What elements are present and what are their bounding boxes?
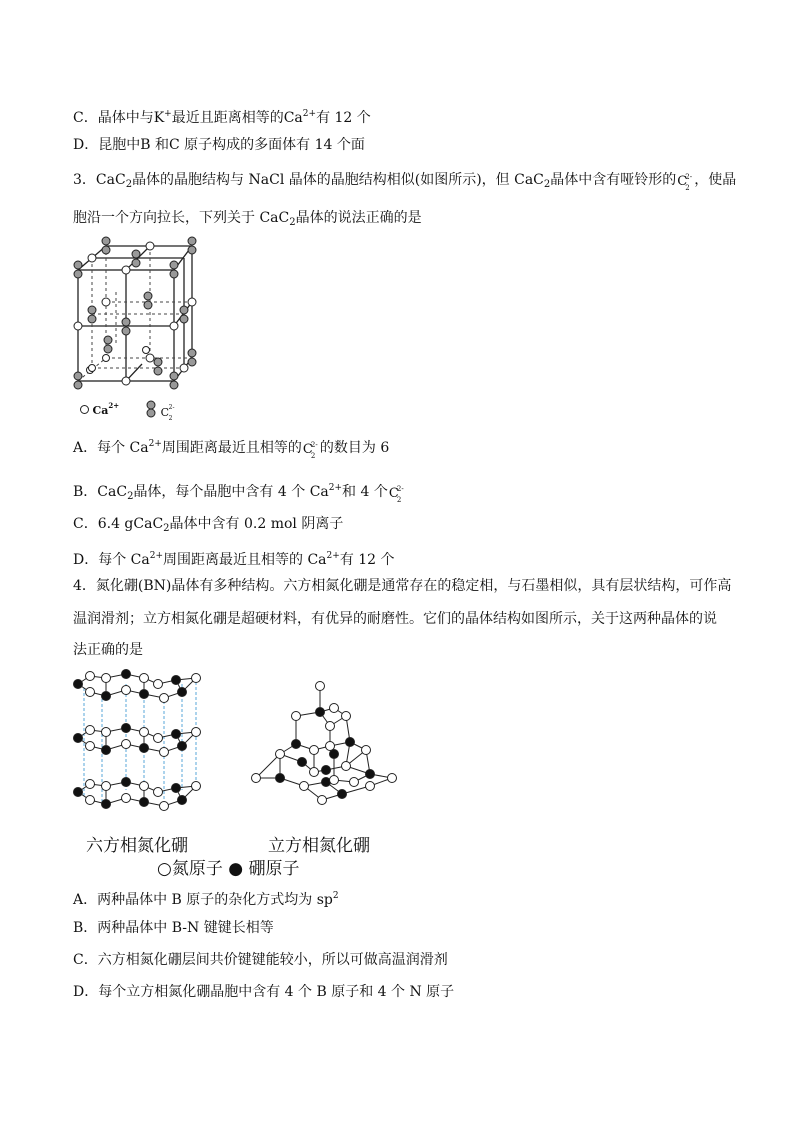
- q3-stem-line1: 3．CaC$_2$晶体的晶胞结构与 NaCl 晶体的晶胞结构相似(如图所示)，但 CaC$_2$晶体中含有哑铃形的 C 2- 2 ，使晶: [73, 172, 737, 192]
- cubic-bn-structure-figure: [246, 678, 400, 806]
- cac2-unit-cell-figure: [70, 236, 210, 396]
- q3-option-c: C．6.4 gCaC$_2$晶体中含有 0.2 mol 阴离子: [73, 516, 344, 534]
- q4-stem-line2: 温润滑剂；立方相氮化硼是超硬材料，有优异的耐磨性。它们的晶体结构如图所示，关于这两种晶体的说: [73, 611, 717, 627]
- ca-ion-legend-circle-icon: [80, 405, 89, 414]
- q2-option-c: C．晶体中与K+最近且距离相等的$Ca^{2+}$有 12 个: [73, 109, 371, 126]
- q2-option-d: D．昆胞中B 和C 原子构成的多面体有 14 个面: [73, 137, 365, 153]
- q3-option-a: A．每个 $Ca^{2+}$周围距离最近且相等的 C 2- 2 的数目为 6: [73, 439, 390, 460]
- q4-option-a: A．两种晶体中 B 原子的杂化方式均为 $sp^2$: [73, 891, 339, 908]
- boron-legend: ● 硼原子: [228, 859, 300, 879]
- q3-option-b: B．CaC$_2$晶体，每个晶胞中含有 4 个 $Ca^{2+}$和 4 个 C 2- 2: [73, 483, 404, 504]
- q4-option-c: C．六方相氮化硼层间共价键键能较小，所以可做高温润滑剂: [73, 952, 448, 968]
- c2-2minus-ion: C 2- 2: [677, 173, 693, 192]
- bn-legend: [157, 854, 300, 879]
- cubic-bn-caption: 立方相氮化硼: [268, 836, 370, 856]
- hexagonal-bn-structure-figure: [72, 668, 206, 820]
- q4-stem-line1: 4．氮化硼(BN)晶体有多种结构。六方相氮化硼是通常存在的稳定相，与石墨相似，具有层状结构，可作高: [73, 578, 732, 594]
- q3-figure-legend: $Ca^{2+}$ C 2- 2: [80, 396, 178, 421]
- nitrogen-legend: ○氮原子: [157, 859, 223, 879]
- q4-stem-line3: 法正确的是: [73, 642, 143, 658]
- q4-option-d: D．每个立方相氮化硼晶胞中含有 4 个 B 原子和 4 个 N 原子: [73, 984, 455, 1000]
- q4-option-b: B．两种晶体中 B-N 键键长相等: [73, 920, 274, 936]
- hexagonal-bn-caption: 六方相氮化硼: [86, 836, 188, 856]
- c2-dumbbell-legend-icon: [146, 400, 156, 418]
- q3-stem-line2: 胞沿一个方向拉长，下列关于 CaC$_2$晶体的说法正确的是: [73, 210, 422, 228]
- q3-option-d: D．每个 $Ca^{2+}$周围距离最近且相等的 $Ca^{2+}$有 12 个: [73, 551, 395, 568]
